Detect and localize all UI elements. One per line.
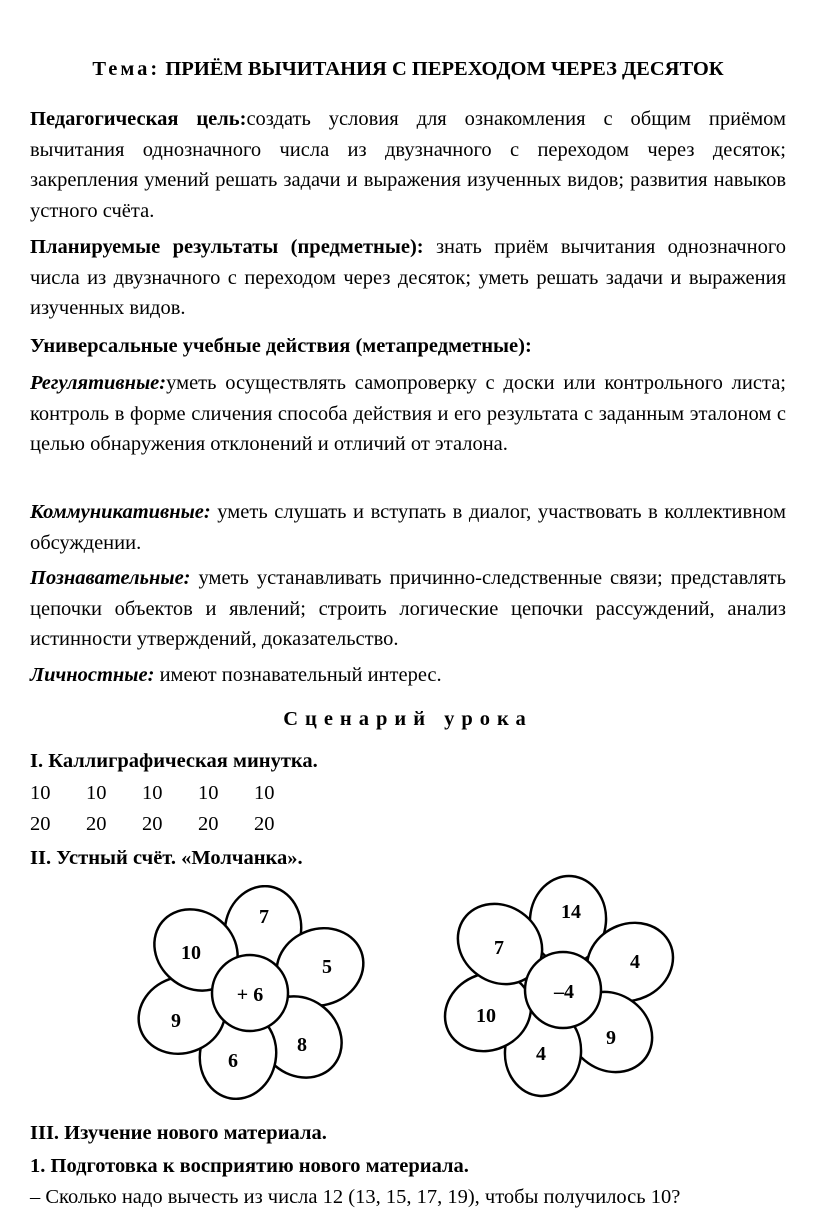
calligraphy-number: 10	[30, 782, 51, 804]
flower-center-label: + 6	[236, 984, 264, 1006]
title-label: Тема:	[92, 58, 161, 80]
petal-value: 7	[259, 906, 269, 928]
planned-text: знать приём вычитания однозначного числа из двузначного с переходом через десяток; уметь решать задачи и выражения изученных видов.	[30, 236, 786, 319]
petal-value: 7	[494, 937, 504, 959]
petal-value: 10	[476, 1005, 496, 1027]
regulative-paragraph	[30, 368, 786, 460]
petal-value: 4	[536, 1043, 546, 1065]
calligraphy-number: 20	[254, 813, 275, 835]
personal-label: Личностные:	[30, 664, 155, 686]
petal-value: 9	[171, 1010, 181, 1032]
scenario-title: Сценарий урока	[283, 708, 533, 730]
petal-value: 10	[181, 942, 201, 964]
regulative-label: Регулятивные:	[30, 372, 167, 394]
cognitive-text: уметь устанавливать причинно-следственные связи; представлять цепочки объектов и явлений; строить логические цепочки рассуждений, анализ истинности утверждений, доказательство.	[30, 567, 786, 650]
personal-text: имеют познавательный интерес.	[154, 664, 442, 686]
calligraphy-number: 20	[86, 813, 107, 835]
regulative-text: уметь осуществлять самопроверку с доски или контрольного листа; контроль в форме сличения способа действия и его результата с заданным эталоном с целью обнаружения отклонений и отличий от эталона.	[30, 372, 786, 455]
calligraphy-number: 20	[198, 813, 219, 835]
section1-title: I. Каллиграфическая минутка.	[30, 750, 318, 772]
calligraphy-number: 10	[86, 782, 107, 804]
planned-label: Планируемые результаты (предметные):	[30, 236, 424, 258]
petal-value: 4	[630, 951, 640, 973]
petal-value: 8	[297, 1034, 307, 1056]
calligraphy-number: 10	[198, 782, 219, 804]
section3-question: – Сколько надо вычесть из числа 12 (13, 15, 17, 19), чтобы получилось 10?	[30, 1186, 681, 1208]
planned-paragraph	[30, 232, 786, 324]
page-title	[30, 54, 786, 84]
petal-value: 5	[322, 956, 332, 978]
calligraphy-row-2	[30, 809, 310, 839]
flower-subtraction	[438, 872, 678, 1104]
section3-title: III. Изучение нового материала.	[30, 1122, 327, 1144]
calligraphy-number: 20	[142, 813, 163, 835]
section2-title: II. Устный счёт. «Молчанка».	[30, 847, 303, 869]
goal-paragraph	[30, 104, 786, 226]
universal-heading: Универсальные учебные действия (метапредметные):	[30, 335, 532, 357]
title-text: ПРИЁМ ВЫЧИТАНИЯ С ПЕРЕХОДОМ ЧЕРЕЗ ДЕСЯТОК	[165, 58, 724, 80]
petal-value: 9	[606, 1027, 616, 1049]
calligraphy-number: 10	[142, 782, 163, 804]
calligraphy-row-1	[30, 778, 310, 808]
cognitive-label: Познавательные:	[30, 567, 191, 589]
personal-paragraph	[30, 660, 786, 691]
flower-center-label: –4	[554, 981, 574, 1003]
goal-label: Педагогическая цель:	[30, 108, 247, 130]
petal-value: 6	[228, 1050, 238, 1072]
petal-value: 14	[561, 901, 581, 923]
flower-addition	[130, 885, 370, 1100]
calligraphy-number: 20	[30, 813, 51, 835]
communicative-paragraph	[30, 497, 786, 558]
section3-subtitle: 1. Подготовка к восприятию нового материала.	[30, 1155, 469, 1177]
communicative-text: уметь слушать и вступать в диалог, участвовать в коллективном обсуждении.	[30, 501, 786, 554]
goal-text: создать условия для ознакомления с общим приёмом вычитания однозначного числа из двузначного с переходом через десяток; закрепления умений решать задачи и выражения изученных видов; развития навыков устного счёта.	[30, 108, 786, 222]
cognitive-paragraph	[30, 563, 786, 655]
communicative-label: Коммуникативные:	[30, 501, 211, 523]
calligraphy-number: 10	[254, 782, 275, 804]
